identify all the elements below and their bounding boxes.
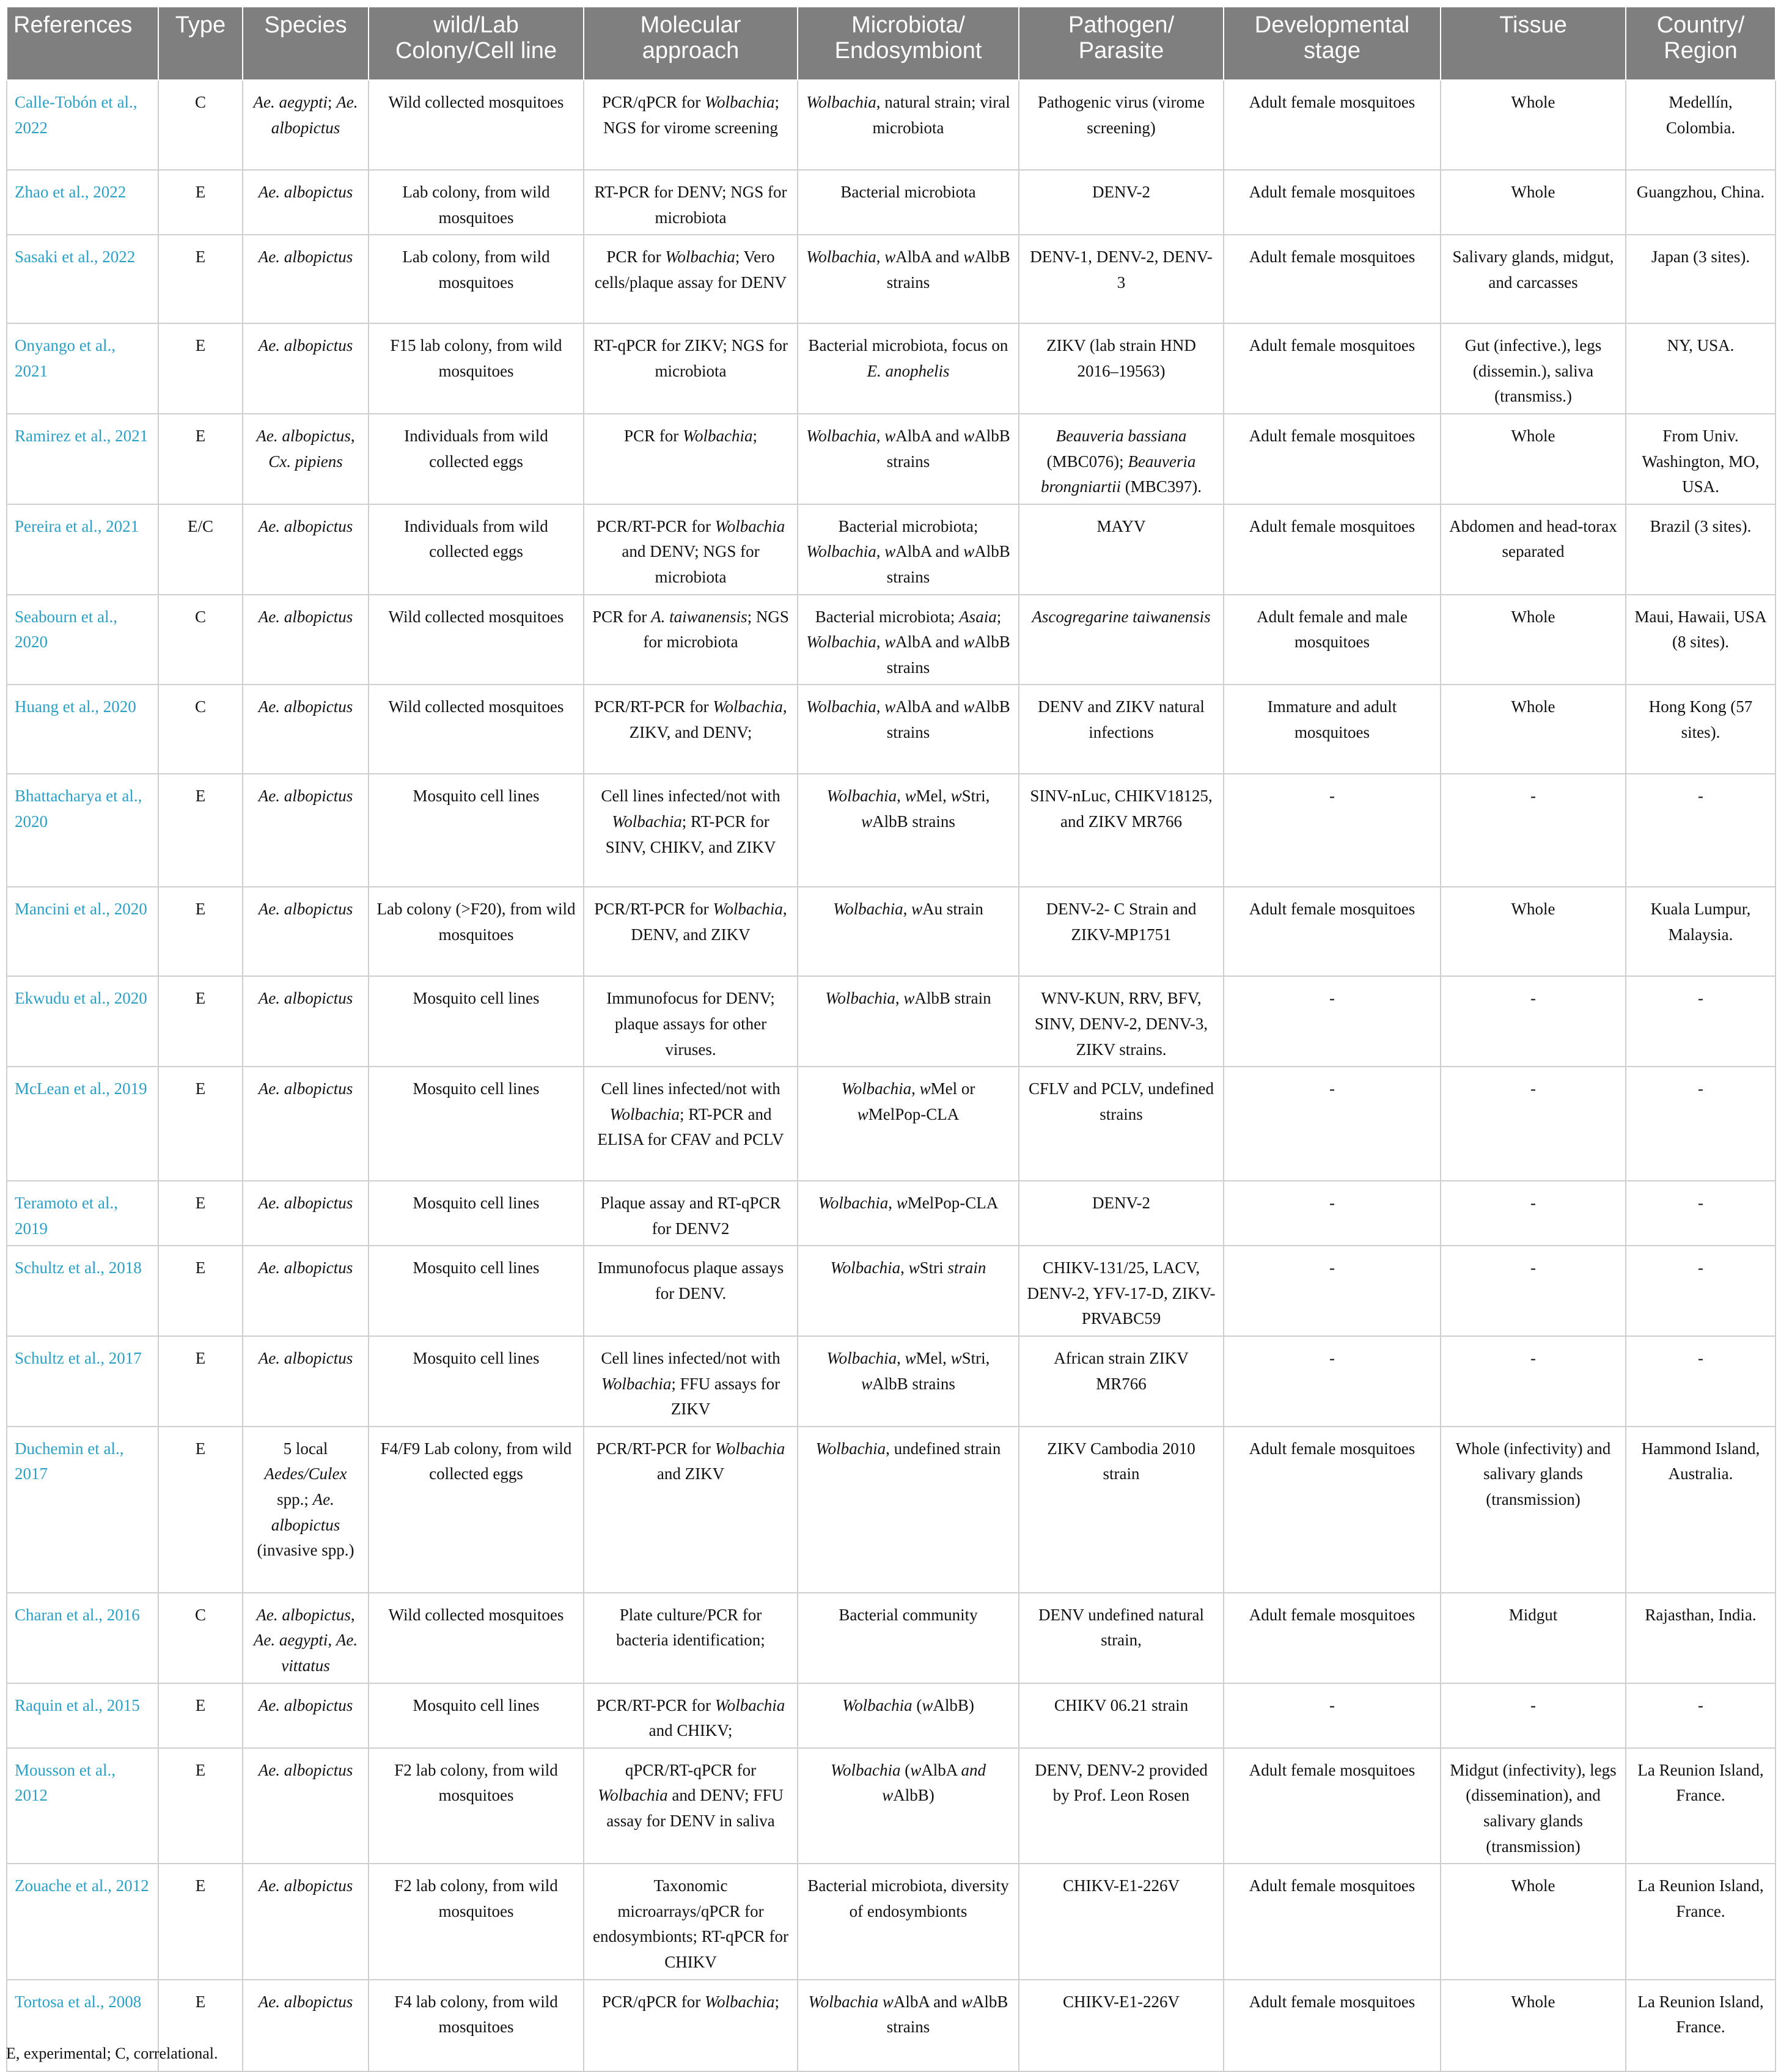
cell-microbiota: Wolbachia, undefined strain <box>798 1427 1019 1593</box>
cell-stage: Adult female and male mosquitoes <box>1224 595 1441 685</box>
cell-country: Guangzhou, China. <box>1626 170 1775 235</box>
cell-origin: Wild collected mosquitoes <box>369 685 584 774</box>
cell-type: E <box>158 323 243 414</box>
cell-pathogen: DENV-2 <box>1019 1181 1224 1246</box>
cell-microbiota: Bacterial community <box>798 1593 1019 1683</box>
col-header-approach: Molecular approach <box>584 7 798 80</box>
cell-type: E <box>158 1336 243 1427</box>
col-header-references: References <box>7 7 158 80</box>
cell-ref[interactable]: Duchemin et al., 2017 <box>7 1427 158 1593</box>
cell-species: Ae. albopictus <box>243 504 369 595</box>
table-row <box>7 595 1775 685</box>
cell-species: Ae. albopictus <box>243 235 369 323</box>
cell-species: 5 local Aedes/Culex spp.; Ae. albopictus (invasive spp.) <box>243 1427 369 1593</box>
cell-origin: F4 lab colony, from wild mosquitoes <box>369 1980 584 2071</box>
cell-stage: Adult female mosquitoes <box>1224 1980 1441 2071</box>
cell-microbiota: Bacterial microbiota, diversity of endosymbionts <box>798 1864 1019 1979</box>
cell-approach: PCR/RT-PCR for Wolbachia and CHIKV; <box>584 1683 798 1748</box>
table-body <box>7 80 1775 2071</box>
cell-ref[interactable]: Seabourn et al., 2020 <box>7 595 158 685</box>
cell-species: Ae. albopictus <box>243 1980 369 2071</box>
cell-tissue: - <box>1441 774 1626 887</box>
cell-country: - <box>1626 774 1775 887</box>
cell-origin: Lab colony, from wild mosquitoes <box>369 235 584 323</box>
table-row <box>7 1980 1775 2071</box>
cell-type: E <box>158 1067 243 1181</box>
cell-country: Maui, Hawaii, USA (8 sites). <box>1626 595 1775 685</box>
cell-tissue: - <box>1441 1336 1626 1427</box>
cell-ref[interactable]: Huang et al., 2020 <box>7 685 158 774</box>
cell-country: - <box>1626 976 1775 1067</box>
cell-tissue: Whole <box>1441 80 1626 170</box>
cell-origin: Mosquito cell lines <box>369 1683 584 1748</box>
cell-country: Kuala Lumpur, Malaysia. <box>1626 887 1775 976</box>
cell-type: E <box>158 235 243 323</box>
cell-type: E/C <box>158 504 243 595</box>
cell-stage: - <box>1224 1246 1441 1336</box>
cell-stage: - <box>1224 1067 1441 1181</box>
col-header-country: Country/ Region <box>1626 7 1775 80</box>
cell-country: La Reunion Island, France. <box>1626 1748 1775 1864</box>
table-row <box>7 323 1775 414</box>
cell-tissue: - <box>1441 1683 1626 1748</box>
cell-species: Ae. aegypti; Ae. albopictus <box>243 80 369 170</box>
col-header-origin: wild/Lab Colony/Cell line <box>369 7 584 80</box>
cell-country: - <box>1626 1181 1775 1246</box>
cell-tissue: - <box>1441 1181 1626 1246</box>
cell-microbiota: Bacterial microbiota; Wolbachia, wAlbA and wAlbB strains <box>798 504 1019 595</box>
cell-ref[interactable]: Calle-Tobón et al., 2022 <box>7 80 158 170</box>
cell-country: NY, USA. <box>1626 323 1775 414</box>
cell-tissue: Whole <box>1441 414 1626 504</box>
cell-origin: Mosquito cell lines <box>369 1067 584 1181</box>
cell-approach: PCR/qPCR for Wolbachia; NGS for virome screening <box>584 80 798 170</box>
cell-species: Ae. albopictus <box>243 170 369 235</box>
cell-microbiota: Wolbachia, wAlbA and wAlbB strains <box>798 685 1019 774</box>
cell-pathogen: DENV, DENV-2 provided by Prof. Leon Rosen <box>1019 1748 1224 1864</box>
cell-stage: - <box>1224 1181 1441 1246</box>
cell-ref[interactable]: Zouache et al., 2012 <box>7 1864 158 1979</box>
cell-stage: Adult female mosquitoes <box>1224 414 1441 504</box>
col-header-species: Species <box>243 7 369 80</box>
cell-tissue: - <box>1441 1246 1626 1336</box>
cell-pathogen: Beauveria bassiana (MBC076); Beauveria brongniartii (MBC397). <box>1019 414 1224 504</box>
cell-stage: Adult female mosquitoes <box>1224 1593 1441 1683</box>
cell-origin: Lab colony, from wild mosquitoes <box>369 170 584 235</box>
cell-stage: Immature and adult mosquitoes <box>1224 685 1441 774</box>
cell-species: Ae. albopictus <box>243 1181 369 1246</box>
cell-type: C <box>158 685 243 774</box>
cell-country: La Reunion Island, France. <box>1626 1864 1775 1979</box>
cell-country: - <box>1626 1246 1775 1336</box>
cell-approach: PCR/RT-PCR for Wolbachia and DENV; NGS for microbiota <box>584 504 798 595</box>
cell-type: E <box>158 414 243 504</box>
cell-stage: Adult female mosquitoes <box>1224 1427 1441 1593</box>
cell-microbiota: Wolbachia, wAu strain <box>798 887 1019 976</box>
cell-microbiota: Wolbachia, wMel, wStri, wAlbB strains <box>798 1336 1019 1427</box>
cell-country: Medellín, Colombia. <box>1626 80 1775 170</box>
cell-type: E <box>158 1748 243 1864</box>
cell-tissue: Whole <box>1441 887 1626 976</box>
table-row <box>7 1683 1775 1748</box>
cell-origin: Individuals from wild collected eggs <box>369 504 584 595</box>
cell-stage: Adult female mosquitoes <box>1224 170 1441 235</box>
cell-ref[interactable]: Teramoto et al., 2019 <box>7 1181 158 1246</box>
cell-tissue: Midgut (infectivity), legs (dissemination), and salivary glands (transmission) <box>1441 1748 1626 1864</box>
cell-country: Hong Kong (57 sites). <box>1626 685 1775 774</box>
col-header-microbiota: Microbiota/ Endosymbiont <box>798 7 1019 80</box>
cell-pathogen: WNV-KUN, RRV, BFV, SINV, DENV-2, DENV-3, ZIKV strains. <box>1019 976 1224 1067</box>
cell-species: Ae. albopictus <box>243 887 369 976</box>
cell-origin: F2 lab colony, from wild mosquitoes <box>369 1864 584 1979</box>
cell-ref[interactable]: Charan et al., 2016 <box>7 1593 158 1683</box>
cell-origin: Individuals from wild collected eggs <box>369 414 584 504</box>
cell-ref[interactable]: Ekwudu et al., 2020 <box>7 976 158 1067</box>
cell-approach: PCR/RT-PCR for Wolbachia, DENV, and ZIKV <box>584 887 798 976</box>
cell-origin: Mosquito cell lines <box>369 774 584 887</box>
cell-tissue: Gut (infective.), legs (dissemin.), saliva (transmiss.) <box>1441 323 1626 414</box>
cell-species: Ae. albopictus <box>243 1246 369 1336</box>
cell-species: Ae. albopictus <box>243 1864 369 1979</box>
cell-ref[interactable]: Pereira et al., 2021 <box>7 504 158 595</box>
cell-pathogen: DENV-1, DENV-2, DENV-3 <box>1019 235 1224 323</box>
col-header-type: Type <box>158 7 243 80</box>
cell-origin: Mosquito cell lines <box>369 1181 584 1246</box>
cell-species: Ae. albopictus <box>243 323 369 414</box>
cell-approach: PCR for Wolbachia; Vero cells/plaque assay for DENV <box>584 235 798 323</box>
cell-microbiota: Wolbachia, wStri strain <box>798 1246 1019 1336</box>
cell-microbiota: Wolbachia, wAlbA and wAlbB strains <box>798 414 1019 504</box>
cell-country: Rajasthan, India. <box>1626 1593 1775 1683</box>
cell-origin: Lab colony (>F20), from wild mosquitoes <box>369 887 584 976</box>
cell-ref[interactable]: Zhao et al., 2022 <box>7 170 158 235</box>
cell-pathogen: Ascogregarine taiwanensis <box>1019 595 1224 685</box>
cell-type: E <box>158 1683 243 1748</box>
cell-approach: PCR for A. taiwanensis; NGS for microbiota <box>584 595 798 685</box>
cell-type: E <box>158 1980 243 2071</box>
cell-species: Ae. albopictus <box>243 685 369 774</box>
cell-type: C <box>158 595 243 685</box>
cell-origin: Mosquito cell lines <box>369 1336 584 1427</box>
cell-ref[interactable]: Mousson et al., 2012 <box>7 1748 158 1864</box>
cell-stage: Adult female mosquitoes <box>1224 887 1441 976</box>
cell-species: Ae. albopictus <box>243 595 369 685</box>
cell-stage: - <box>1224 976 1441 1067</box>
cell-species: Ae. albopictus <box>243 774 369 887</box>
cell-type: C <box>158 80 243 170</box>
cell-species: Ae. albopictus <box>243 1336 369 1427</box>
cell-pathogen: CFLV and PCLV, undefined strains <box>1019 1067 1224 1181</box>
cell-pathogen: African strain ZIKV MR766 <box>1019 1336 1224 1427</box>
cell-pathogen: CHIKV-E1-226V <box>1019 1980 1224 2071</box>
table-row <box>7 414 1775 504</box>
cell-pathogen: DENV-2- C Strain and ZIKV-MP1751 <box>1019 887 1224 976</box>
cell-type: E <box>158 1427 243 1593</box>
cell-pathogen: CHIKV-E1-226V <box>1019 1864 1224 1979</box>
cell-ref[interactable]: Mancini et al., 2020 <box>7 887 158 976</box>
cell-type: E <box>158 1181 243 1246</box>
cell-stage: - <box>1224 1336 1441 1427</box>
cell-approach: Taxonomic microarrays/qPCR for endosymbionts; RT-qPCR for CHIKV <box>584 1864 798 1979</box>
cell-approach: Immunofocus plaque assays for DENV. <box>584 1246 798 1336</box>
cell-species: Ae. albopictus <box>243 1067 369 1181</box>
cell-origin: Wild collected mosquitoes <box>369 80 584 170</box>
cell-tissue: Midgut <box>1441 1593 1626 1683</box>
cell-stage: Adult female mosquitoes <box>1224 1864 1441 1979</box>
cell-microbiota: Wolbachia, wMel or wMelPop-CLA <box>798 1067 1019 1181</box>
cell-microbiota: Wolbachia, wAlbB strain <box>798 976 1019 1067</box>
cell-microbiota: Wolbachia, natural strain; viral microbiota <box>798 80 1019 170</box>
cell-stage: Adult female mosquitoes <box>1224 80 1441 170</box>
cell-approach: Cell lines infected/not with Wolbachia; FFU assays for ZIKV <box>584 1336 798 1427</box>
cell-origin: Wild collected mosquitoes <box>369 1593 584 1683</box>
references-table <box>6 6 1776 2072</box>
table-row <box>7 1427 1775 1593</box>
cell-approach: PCR for Wolbachia; <box>584 414 798 504</box>
cell-country: Brazil (3 sites). <box>1626 504 1775 595</box>
cell-stage: Adult female mosquitoes <box>1224 235 1441 323</box>
cell-tissue: Whole <box>1441 595 1626 685</box>
cell-tissue: Whole <box>1441 1864 1626 1979</box>
cell-pathogen: MAYV <box>1019 504 1224 595</box>
cell-tissue: Abdomen and head-torax separated <box>1441 504 1626 595</box>
cell-pathogen: ZIKV Cambodia 2010 strain <box>1019 1427 1224 1593</box>
table-row <box>7 976 1775 1067</box>
cell-microbiota: Wolbachia, wAlbA and wAlbB strains <box>798 235 1019 323</box>
cell-pathogen: SINV-nLuc, CHIKV18125, and ZIKV MR766 <box>1019 774 1224 887</box>
cell-microbiota: Bacterial microbiota <box>798 170 1019 235</box>
table-row <box>7 1181 1775 1246</box>
cell-approach: RT-PCR for DENV; NGS for microbiota <box>584 170 798 235</box>
cell-microbiota: Bacterial microbiota; Asaia; Wolbachia, wAlbA and wAlbB strains <box>798 595 1019 685</box>
cell-ref[interactable]: Raquin et al., 2015 <box>7 1683 158 1748</box>
cell-country: - <box>1626 1683 1775 1748</box>
cell-type: E <box>158 1246 243 1336</box>
col-header-stage: Developmental stage <box>1224 7 1441 80</box>
cell-tissue: Whole <box>1441 170 1626 235</box>
cell-tissue: - <box>1441 1067 1626 1181</box>
cell-stage: Adult female mosquitoes <box>1224 1748 1441 1864</box>
cell-tissue: - <box>1441 976 1626 1067</box>
col-header-tissue: Tissue <box>1441 7 1626 80</box>
table-row <box>7 774 1775 887</box>
cell-ref[interactable]: Ramirez et al., 2021 <box>7 414 158 504</box>
cell-ref[interactable]: Bhattacharya et al., 2020 <box>7 774 158 887</box>
cell-approach: Cell lines infected/not with Wolbachia; RT-PCR for SINV, CHIKV, and ZIKV <box>584 774 798 887</box>
table-row <box>7 80 1775 170</box>
cell-microbiota: Wolbachia wAlbA and wAlbB strains <box>798 1980 1019 2071</box>
cell-species: Ae. albopictus <box>243 1748 369 1864</box>
cell-approach: Cell lines infected/not with Wolbachia; RT-PCR and ELISA for CFAV and PCLV <box>584 1067 798 1181</box>
cell-type: E <box>158 170 243 235</box>
cell-tissue: Salivary glands, midgut, and carcasses <box>1441 235 1626 323</box>
cell-country: Japan (3 sites). <box>1626 235 1775 323</box>
table-row <box>7 685 1775 774</box>
table-row <box>7 1246 1775 1336</box>
cell-stage: - <box>1224 1683 1441 1748</box>
table-row <box>7 887 1775 976</box>
cell-approach: PCR/qPCR for Wolbachia; <box>584 1980 798 2071</box>
cell-origin: F4/F9 Lab colony, from wild collected eggs <box>369 1427 584 1593</box>
header-row <box>7 7 1775 80</box>
table-row <box>7 1593 1775 1683</box>
col-header-pathogen: Pathogen/ Parasite <box>1019 7 1224 80</box>
cell-country: La Reunion Island, France. <box>1626 1980 1775 2071</box>
cell-ref[interactable]: McLean et al., 2019 <box>7 1067 158 1181</box>
cell-species: Ae. albopictus <box>243 976 369 1067</box>
cell-pathogen: Pathogenic virus (virome screening) <box>1019 80 1224 170</box>
cell-microbiota: Wolbachia, wMel, wStri, wAlbB strains <box>798 774 1019 887</box>
cell-pathogen: DENV and ZIKV natural infections <box>1019 685 1224 774</box>
cell-pathogen: ZIKV (lab strain HND 2016–19563) <box>1019 323 1224 414</box>
cell-microbiota: Bacterial microbiota, focus on E. anophelis <box>798 323 1019 414</box>
cell-ref[interactable]: Onyango et al., 2021 <box>7 323 158 414</box>
cell-type: C <box>158 1593 243 1683</box>
cell-approach: Immunofocus for DENV; plaque assays for other viruses. <box>584 976 798 1067</box>
cell-approach: Plate culture/PCR for bacteria identification; <box>584 1593 798 1683</box>
table-row <box>7 1067 1775 1181</box>
table-row <box>7 1336 1775 1427</box>
cell-origin: Mosquito cell lines <box>369 1246 584 1336</box>
cell-approach: RT-qPCR for ZIKV; NGS for microbiota <box>584 323 798 414</box>
cell-tissue: Whole <box>1441 685 1626 774</box>
cell-country: - <box>1626 1067 1775 1181</box>
cell-approach: Plaque assay and RT-qPCR for DENV2 <box>584 1181 798 1246</box>
cell-country: - <box>1626 1336 1775 1427</box>
cell-microbiota: Wolbachia (wAlbB) <box>798 1683 1019 1748</box>
cell-type: E <box>158 774 243 887</box>
cell-origin: Wild collected mosquitoes <box>369 595 584 685</box>
cell-species: Ae. albopictus, Ae. aegypti, Ae. vittatus <box>243 1593 369 1683</box>
cell-pathogen: DENV undefined natural strain, <box>1019 1593 1224 1683</box>
table-row <box>7 170 1775 235</box>
table-row <box>7 235 1775 323</box>
cell-tissue: Whole (infectivity) and salivary glands (transmission) <box>1441 1427 1626 1593</box>
cell-pathogen: DENV-2 <box>1019 170 1224 235</box>
table-row <box>7 504 1775 595</box>
cell-approach: PCR/RT-PCR for Wolbachia and ZIKV <box>584 1427 798 1593</box>
cell-origin: F15 lab colony, from wild mosquitoes <box>369 323 584 414</box>
cell-species: Ae. albopictus, Cx. pipiens <box>243 414 369 504</box>
cell-ref[interactable]: Schultz et al., 2018 <box>7 1246 158 1336</box>
cell-ref[interactable]: Sasaki et al., 2022 <box>7 235 158 323</box>
cell-stage: - <box>1224 774 1441 887</box>
cell-tissue: Whole <box>1441 1980 1626 2071</box>
cell-type: E <box>158 887 243 976</box>
cell-approach: PCR/RT-PCR for Wolbachia, ZIKV, and DENV; <box>584 685 798 774</box>
footnote: E, experimental; C, correlational. <box>6 2044 218 2062</box>
cell-stage: Adult female mosquitoes <box>1224 323 1441 414</box>
cell-country: Hammond Island, Australia. <box>1626 1427 1775 1593</box>
cell-approach: qPCR/RT-qPCR for Wolbachia and DENV; FFU assay for DENV in saliva <box>584 1748 798 1864</box>
cell-pathogen: CHIKV-131/25, LACV, DENV-2, YFV-17-D, ZIKV-PRVABC59 <box>1019 1246 1224 1336</box>
cell-type: E <box>158 976 243 1067</box>
cell-pathogen: CHIKV 06.21 strain <box>1019 1683 1224 1748</box>
cell-country: From Univ. Washington, MO, USA. <box>1626 414 1775 504</box>
table-row <box>7 1864 1775 1979</box>
cell-microbiota: Wolbachia, wMelPop-CLA <box>798 1181 1019 1246</box>
cell-origin: F2 lab colony, from wild mosquitoes <box>369 1748 584 1864</box>
cell-microbiota: Wolbachia (wAlbA and wAlbB) <box>798 1748 1019 1864</box>
cell-ref[interactable]: Schultz et al., 2017 <box>7 1336 158 1427</box>
cell-ref[interactable]: Tortosa et al., 2008 <box>7 1980 158 2071</box>
cell-species: Ae. albopictus <box>243 1683 369 1748</box>
cell-stage: Adult female mosquitoes <box>1224 504 1441 595</box>
table-row <box>7 1748 1775 1864</box>
cell-type: E <box>158 1864 243 1979</box>
cell-origin: Mosquito cell lines <box>369 976 584 1067</box>
